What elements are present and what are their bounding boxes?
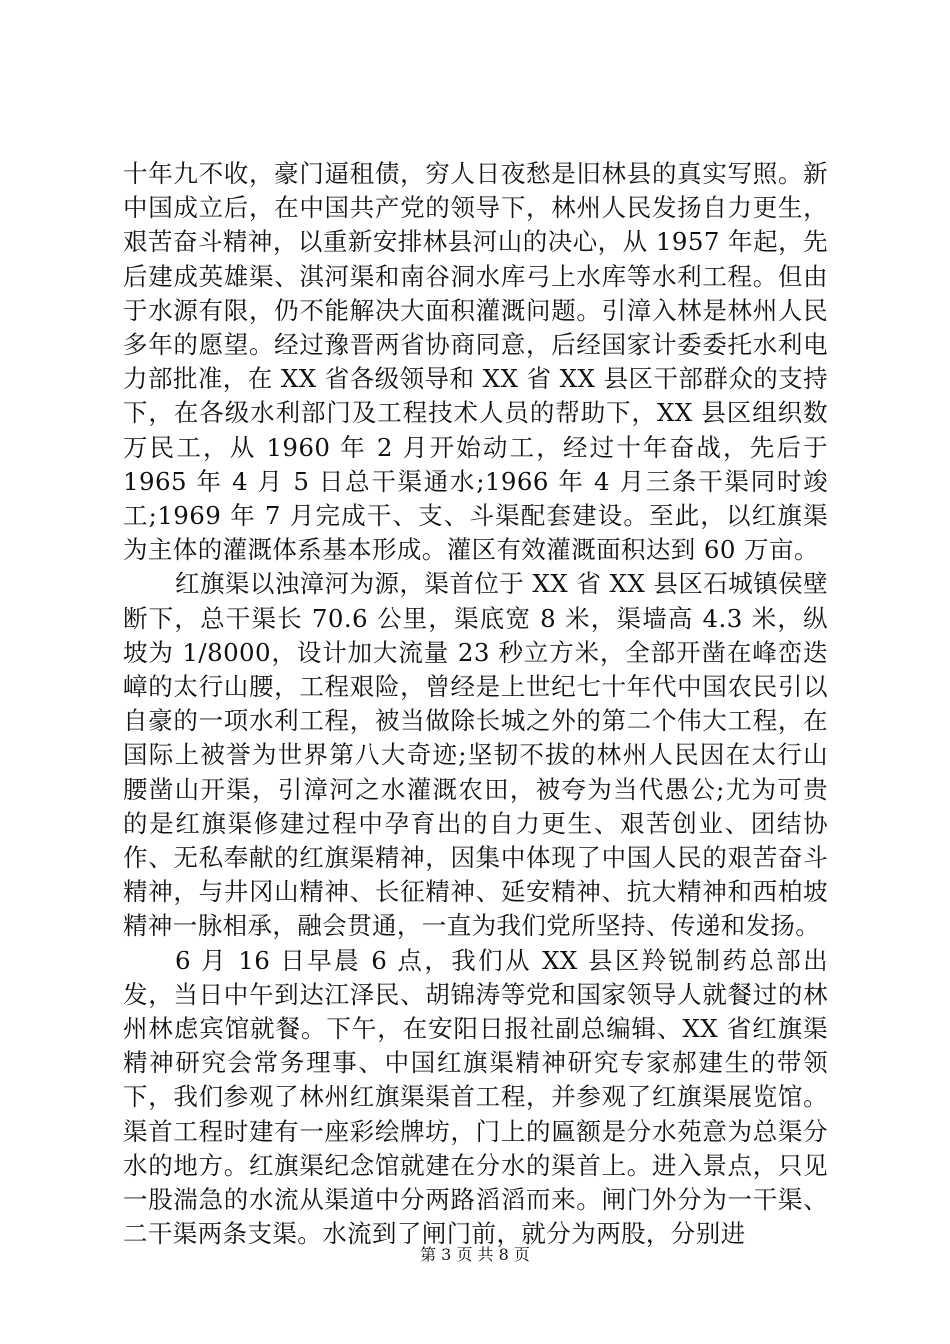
document-body	[123, 157, 828, 1252]
paragraph-1: 十年九不收，豪门逼租债，穷人日夜愁是旧林县的真实写照。新中国成立后，在中国共产党的领导下，林州人民发扬自力更生，艰苦奋斗精神，以重新安排林县河山的决心，从 1957 年起，先后建成英雄渠、淇河渠和南谷洞水库弓上水库等水利工程。但由于水源有限，仍不能解决大面积灌溉问题。引漳入林是林州人民多年的愿望。经过豫晋两省协商同意，后经国家计委委托水利电力部批准，在 XX 省各级领导和 XX 省 XX 县区干部群众的支持下，在各级水利部门及工程技术人员的帮助下，XX 县区组织数万民工，从 1960 年 2 月开始动工，经过十年奋战，先后于 1965 年 4 月 5 日总干渠通水;1966 年 4 月三条干渠同时竣工;1969 年 7 月完成干、支、斗渠配套建设。至此，以红旗渠为主体的灌溉体系基本形成。灌区有效灌溉面积达到 60 万亩。	[123, 159, 828, 565]
page-footer: 第 3 页 共 8 页	[420, 1245, 530, 1264]
paragraph-3: 6 月 16 日早晨 6 点，我们从 XX 县区羚锐制药总部出发，当日中午到达江泽民、胡锦涛等党和国家领导人就餐过的林州林虑宾馆就餐。下午，在安阳日报社副总编辑、XX 省红旗渠精神研究会常务理事、中国红旗渠精神研究专家郝建生的带领下，我们参观了林州红旗渠渠首工程，并参观了红旗渠展览馆。渠首工程时建有一座彩绘牌坊，门上的匾额是分水苑意为总渠分水的地方。红旗渠纪念馆就建在分水的渠首上。进入景点，只见一股湍急的水流从渠道中分两路滔滔而来。闸门外分为一干渠、二干渠两条支渠。水流到了闸门前，就分为两股，分别进	[123, 945, 828, 1249]
paragraph-2: 红旗渠以浊漳河为源，渠首位于 XX 省 XX 县区石城镇侯壁断下，总干渠长 70.6 公里，渠底宽 8 米，渠墙高 4.3 米，纵坡为 1/8000，设计加大流量 23 秒立方米，全部开凿在峰峦迭嶂的太行山腰，工程艰险，曾经是上世纪七十年代中国农民引以自豪的一项水利工程，被当做除长城之外的第二个伟大工程，在国际上被誉为世界第八大奇迹;坚韧不拔的林州人民因在太行山腰凿山开渠，引漳河之水灌溉农田，被夸为当代愚公;尤为可贵的是红旗渠修建过程中孕育出的自力更生、艰苦创业、团结协作、无私奉献的红旗渠精神，因集中体现了中国人民的艰苦奋斗精神，与井冈山精神、长征精神、延安精神、抗大精神和西柏坡精神一脉相承，融会贯通，一直为我们党所坚持、传递和发扬。	[123, 569, 828, 941]
